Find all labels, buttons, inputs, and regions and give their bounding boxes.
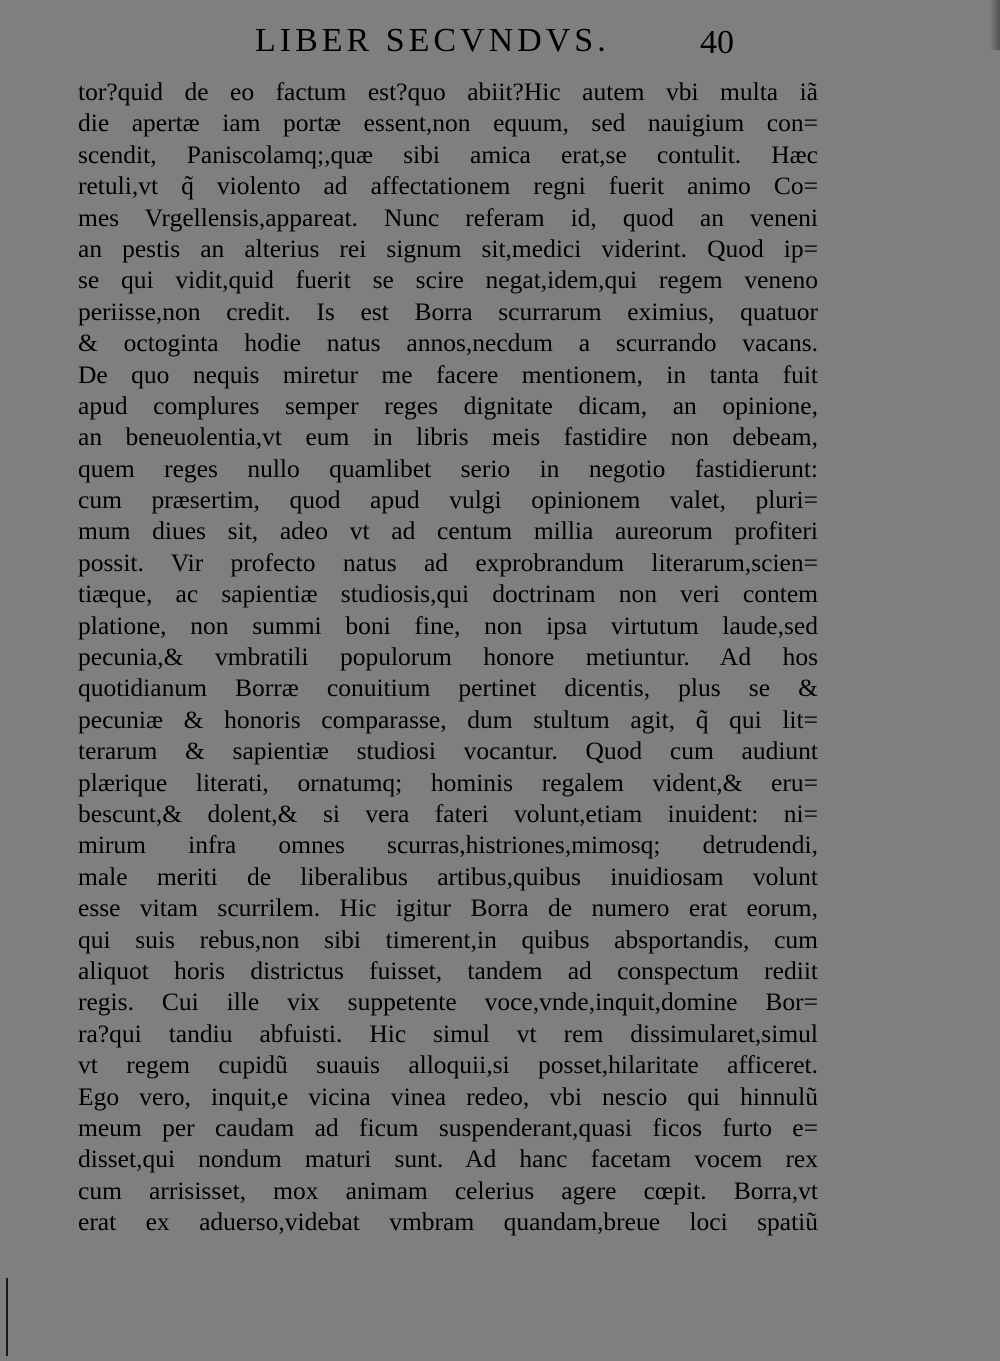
scan-edge-shadow (990, 0, 1000, 50)
text-line: mirum infra omnes scurras,histriones,mimosq; detrudendi, (78, 830, 818, 860)
page-number: 40 (700, 24, 734, 61)
scan-edge-line (6, 1278, 8, 1356)
text-line: quem reges nullo quamlibet serio in negotio fastidierunt: (78, 453, 818, 483)
text-line: an beneuolentia,vt eum in libris meis fastidire non debeam, (78, 422, 818, 452)
text-line: cum præsertim, quod apud vulgi opinionem valet, pluri= (78, 485, 818, 515)
text-line: platione, non summi boni fine, non ipsa virtutum laude,sed (78, 610, 818, 640)
text-line: apud complures semper reges dignitate dicam, an opinione, (78, 390, 818, 420)
running-title: LIBER SECVNDVS. (255, 22, 610, 59)
text-line: pecuniæ & honoris comparasse, dum stultum agit, q̃ qui lit= (78, 704, 818, 734)
text-line: aliquot horis districtus fuisset, tandem ad conspectum rediit (78, 955, 818, 985)
text-line: disset,qui nondum maturi sunt. Ad hanc facetam vocem rex (78, 1144, 818, 1174)
body-text (78, 76, 818, 1237)
text-line: regis. Cui ille vix suppetente voce,vnde,inquit,domine Bor= (78, 987, 818, 1017)
text-line: possit. Vir profecto natus ad exprobrandum literarum,scien= (78, 547, 818, 577)
text-line: mum diues sit, adeo vt ad centum millia aureorum profiteri (78, 516, 818, 546)
text-line: erat ex aduerso,videbat vmbram quandam,breue loci spatiũ (78, 1207, 818, 1237)
text-line: qui suis rebus,non sibi timerent,in quibus absportandis, cum (78, 924, 818, 954)
text-line: terarum & sapientiæ studiosi vocantur. Quod cum audiunt (78, 736, 818, 766)
text-line: an pestis an alterius rei signum sit,medici viderint. Quod ip= (78, 233, 818, 263)
text-line: vt regem cupidũ suauis alloquii,si posset,hilaritate afficeret. (78, 1050, 818, 1080)
text-line: se qui vidit,quid fuerit se scire negat,idem,qui regem veneno (78, 265, 818, 295)
text-line: Ego vero, inquit,e vicina vinea redeo, vbi nescio qui hinnulũ (78, 1081, 818, 1111)
text-line: cum arrisisset, mox animam celerius agere cœpit. Borra,vt (78, 1175, 818, 1205)
text-line: retuli,vt q̃ violento ad affectationem regni fuerit animo Co= (78, 171, 818, 201)
text-line: mes Vrgellensis,appareat. Nunc referam id, quod an veneni (78, 202, 818, 232)
text-line: male meriti de liberalibus artibus,quibus inuidiosam volunt (78, 861, 818, 891)
text-line: scendit, Paniscolamq;,quæ sibi amica erat,se contulit. Hæc (78, 139, 818, 169)
text-line: De quo nequis miretur me facere mentionem, in tanta fuit (78, 359, 818, 389)
text-line: periisse,non credit. Is est Borra scurrarum eximius, quatuor (78, 296, 818, 326)
text-line: bescunt,& dolent,& si vera fateri volunt,etiam inuident: ni= (78, 798, 818, 828)
text-line: quotidianum Borræ conuitium pertinet dicentis, plus se & (78, 673, 818, 703)
text-line: meum per caudam ad ficum suspenderant,quasi ficos furto e= (78, 1112, 818, 1142)
text-line: tiæque, ac sapientiæ studiosis,qui doctrinam non veri contem (78, 579, 818, 609)
text-line: pecunia,& vmbratili populorum honore metiuntur. Ad hos (78, 642, 818, 672)
text-line: ra?qui tandiu abfuisti. Hic simul vt rem dissimularet,simul (78, 1018, 818, 1048)
text-line: esse vitam scurrilem. Hic igitur Borra de numero erat eorum, (78, 893, 818, 923)
text-line: plærique literati, ornatumq; hominis regalem vident,& eru= (78, 767, 818, 797)
text-line: & octoginta hodie natus annos,necdum a scurrando vacans. (78, 328, 818, 358)
text-line: die apertæ iam portæ essent,non equum, sed nauigium con= (78, 108, 818, 138)
text-line: tor?quid de eo factum est?quo abiit?Hic autem vbi multa iã (78, 77, 818, 106)
